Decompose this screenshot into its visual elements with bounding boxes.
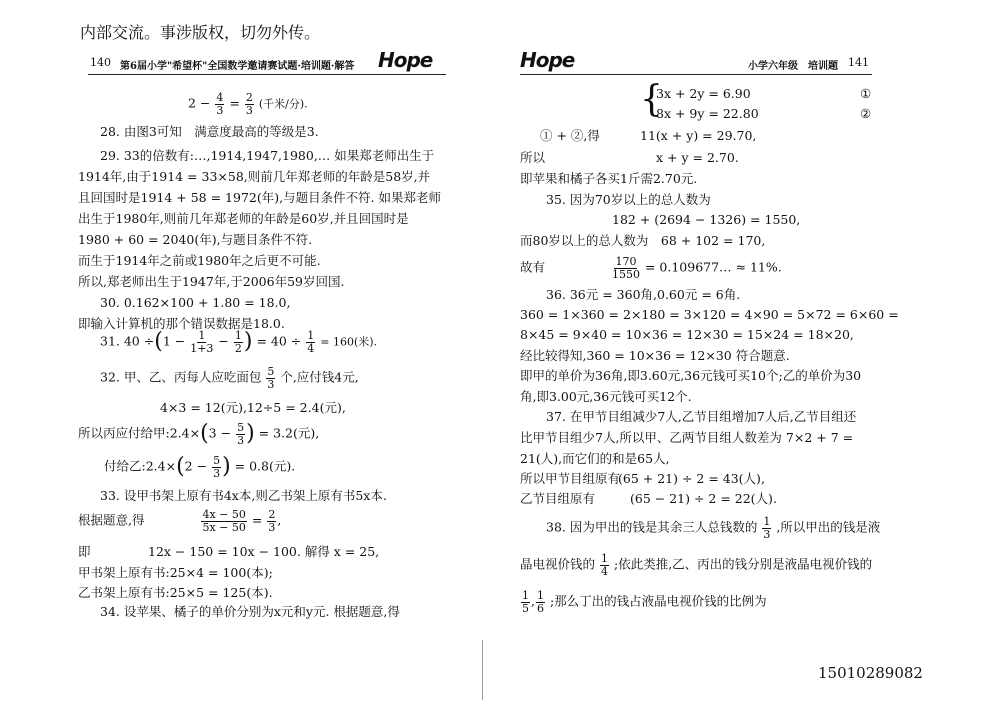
- equation-brace: {: [640, 79, 663, 120]
- fraction: $\frac{1}{6}$: [536, 589, 544, 615]
- answer-37-line4b: (65 + 21) ÷ 2 = 43(人),: [618, 471, 765, 486]
- right-header-rule: [520, 74, 872, 75]
- answer-33-line4: 甲书架上原有书:25×4 = 100(本);: [78, 565, 273, 580]
- fraction: $\frac{170}{1550}$: [611, 255, 640, 281]
- answer-29-line3: 且回国时是1914 + 58 = 1972(年),与题目条件不符. 如果郑老师: [78, 190, 442, 205]
- answer-29-line2: 1914年,由于1914 = 33×58,则前几年郑老师的年龄是58岁,并: [78, 169, 431, 184]
- equation-2: 8x + 9y = 22.80: [656, 106, 759, 121]
- answer-37-line2: 比甲节目组少7人,所以甲、乙两节目组人数差为 7×2 + 7 =: [520, 430, 854, 445]
- top-note: 内部交流。事涉版权，切勿外传。: [80, 23, 321, 42]
- answer-35: 35. 因为70岁以上的总人数为: [546, 192, 711, 207]
- answer-32: 32. 甲、乙、丙每人应吃面包 $\frac{5}{3}$ 个,应付钱4元,: [100, 365, 359, 391]
- answer-38-line2: 晶电视价钱的 $\frac{1}{4}$ ;依此类推,乙、丙出的钱分别是液晶电视价钱的: [520, 552, 873, 578]
- equation-1-marker: ①: [860, 86, 872, 101]
- fraction: $\frac{4}{3}$: [216, 91, 224, 117]
- answer-37-line3: 21(人),而它们的和是65人,: [520, 451, 670, 466]
- fraction: $\frac{4x - 50}{5x - 50}$: [202, 508, 246, 534]
- line-1: 2 − $\frac{4}{3}$ = $\frac{2}{3}$ (千米/分).: [188, 91, 308, 117]
- answer-34-line2a: ① + ②,得: [540, 128, 600, 143]
- answer-33-line3b: 12x − 150 = 10x − 100. 解得 x = 25,: [148, 544, 380, 559]
- answer-34-line3b: x + y = 2.70.: [656, 150, 739, 165]
- equation-1: 3x + 2y = 6.90: [656, 86, 751, 101]
- answer-34-line4: 即苹果和橘子各买1斤需2.70元.: [520, 171, 698, 186]
- answer-33: 33. 设甲书架上原有书4x本,则乙书架上原有书5x本.: [100, 488, 387, 503]
- answer-34: 34. 设苹果、橘子的单价分别为x元和y元. 根据题意,得: [100, 604, 400, 619]
- answer-32-line3: 所以丙应付给甲:2.4×(3 − $\frac{5}{3}$ ) = 3.2(元),: [78, 421, 320, 447]
- answer-32-line2: 4×3 = 12(元),12÷5 = 2.4(元),: [160, 400, 346, 415]
- answer-29-line4: 出生于1980年,则前几年郑老师的年龄是60岁,并且回国时是: [78, 211, 409, 226]
- right-header-title: 小学六年级 培训题: [748, 61, 838, 72]
- fraction: $\frac{5}{3}$: [213, 454, 221, 480]
- answer-35-line4: 故有 $\frac{170}{1550}$ = 0.109677… ≈ 11%.: [520, 255, 782, 281]
- answer-35-line3: 而80岁以上的总人数为 68 + 102 = 170,: [520, 233, 766, 248]
- answer-29-line5: 1980 + 60 = 2040(年),与题目条件不符.: [78, 232, 313, 247]
- answer-36-line6: 角,即3.00元,36元钱可买12个.: [520, 389, 692, 404]
- left-header-rule: [88, 74, 446, 75]
- answer-36: 36. 36元 = 360角,0.60元 = 6角.: [546, 287, 741, 302]
- answer-33-line5: 乙书架上原有书:25×5 = 125(本).: [78, 585, 273, 600]
- answer-29-line6: 而生于1914年之前或1980年之后更不可能.: [78, 253, 321, 268]
- answer-33-line2: 根据题意,得 $\frac{4x - 50}{5x - 50}$ = $\frac{2}{3}$ ,: [78, 508, 282, 534]
- left-page-number: 140: [90, 56, 111, 69]
- right-page-number: 141: [848, 56, 869, 69]
- answer-37: 37. 在甲节目组减少7人,乙节目组增加7人后,乙节目组还: [546, 409, 857, 424]
- footer-phone-code: 15010289082: [818, 664, 923, 682]
- fraction: $\frac{1}{3}$: [763, 515, 771, 541]
- fraction: $\frac{1}{4}$: [601, 552, 608, 578]
- fraction: $\frac{2}{3}$: [245, 91, 253, 117]
- hope-logo-left: Hope: [378, 48, 433, 72]
- answer-34-line3a: 所以: [520, 150, 546, 165]
- answer-36-line4: 经比较得知,360 = 10×36 = 12×30 符合题意.: [520, 348, 790, 363]
- answer-37-line4a: 所以甲节目组原有: [520, 471, 621, 486]
- hope-logo-right: Hope: [520, 48, 575, 72]
- fraction: $\frac{1}{5}$: [522, 589, 529, 615]
- answer-29-line7: 所以,郑老师出生于1947年,于2006年59岁回国.: [78, 274, 345, 289]
- answer-36-line2: 360 = 1×360 = 2×180 = 3×120 = 4×90 = 5×72 = 6×60 =: [520, 307, 899, 322]
- answer-31: 31. 40 ÷(1 − $\frac{1}{1+3}$ − $\frac{1}{2}$ ) = 40 ÷ $\frac{1}{4}$ = 160(米).: [100, 329, 378, 355]
- answer-38: 38. 因为甲出的钱是其余三人总钱数的 $\frac{1}{3}$ ,所以甲出的钱是液: [546, 515, 881, 541]
- answer-30-line2: 即输入计算机的那个错误数据是18.0.: [78, 316, 285, 331]
- left-header-title: 第6届小学"希望杯"全国数学邀请赛试题·培训题·解答: [120, 61, 355, 72]
- answer-36-line3: 8×45 = 9×40 = 10×36 = 12×30 = 15×24 = 18×20,: [520, 327, 854, 342]
- fraction: $\frac{1}{4}$: [307, 329, 315, 355]
- fraction: $\frac{2}{3}$: [268, 508, 276, 534]
- answer-30: 30. 0.162×100 + 1.80 = 18.0,: [100, 295, 291, 310]
- center-gutter-mark: [482, 640, 483, 700]
- answer-35-line2: 182 + (2694 − 1326) = 1550,: [612, 212, 801, 227]
- fraction: $\frac{1}{1+3}$: [190, 329, 214, 355]
- fraction: $\frac{5}{3}$: [267, 365, 275, 391]
- fraction: $\frac{5}{3}$: [237, 421, 245, 447]
- answer-36-line5: 即甲的单价为36角,即3.60元,36元钱可买10个;乙的单价为30: [520, 368, 862, 383]
- answer-33-line3a: 即: [78, 544, 91, 559]
- fraction: $\frac{1}{2}$: [234, 329, 242, 355]
- answer-28: 28. 由图3可知 满意度最高的等级是3.: [100, 124, 319, 139]
- answer-37-line5a: 乙节目组原有: [520, 491, 596, 506]
- answer-37-line5b: (65 − 21) ÷ 2 = 22(人).: [630, 491, 777, 506]
- equation-2-marker: ②: [860, 106, 872, 121]
- answer-32-line4: 付给乙:2.4×(2 − $\frac{5}{3}$ ) = 0.8(元).: [104, 454, 296, 480]
- answer-29-line1: 29. 33的倍数有:…,1914,1947,1980,… 如果郑老师出生于: [100, 148, 435, 163]
- answer-38-line3: $\frac{1}{5}$ , $\frac{1}{6}$ ;那么丁出的钱占液晶电视价钱的比例为: [522, 589, 767, 615]
- answer-34-line2b: 11(x + y) = 29.70,: [640, 128, 757, 143]
